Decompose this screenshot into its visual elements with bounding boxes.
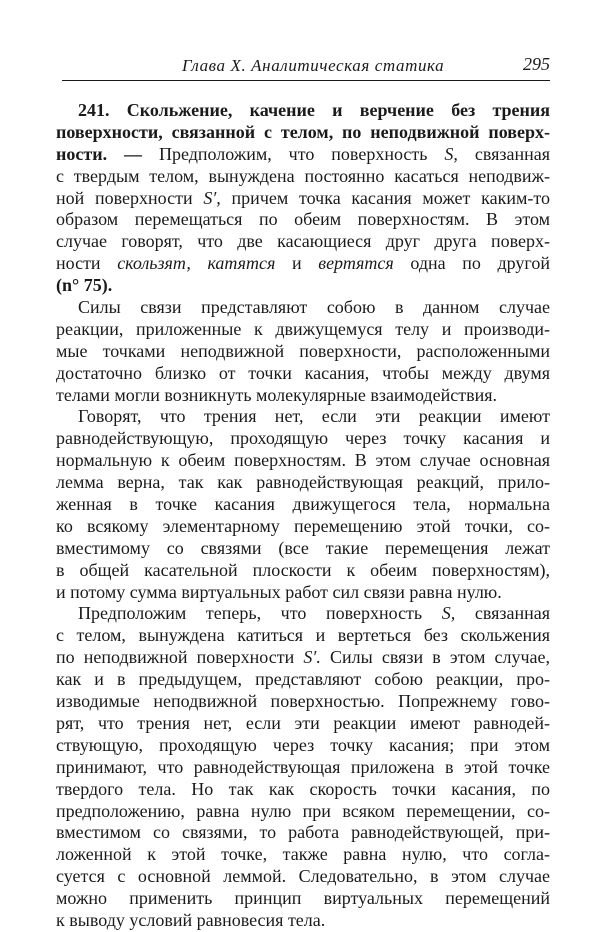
- text-line: [56, 100, 550, 122]
- text-segment: S,: [444, 143, 458, 164]
- text-segment: равнодействующую, проходящую через точку касания и: [56, 428, 550, 449]
- page-number: 295: [523, 54, 550, 74]
- text-segment: лемма верна, так как равнодействующая реакций, прило-: [56, 472, 550, 493]
- text-line: [56, 494, 550, 516]
- text-line: [56, 450, 550, 472]
- body-text: [56, 100, 550, 932]
- text-segment: в общей касательной плоскости к обеим поверхностям),: [56, 559, 550, 580]
- text-segment: причем точка касания может каким-то: [220, 187, 550, 208]
- text-segment: ной поверхности: [56, 187, 204, 208]
- text-segment: как и в предыдущем, представляют собою реакции, про-: [56, 669, 550, 690]
- text-segment: ствующую, проходящую через точку касания; при этом: [56, 734, 550, 755]
- text-line: [56, 341, 550, 363]
- text-line: [56, 144, 550, 166]
- text-segment: женная в точке касания движущегося тела, нормальна: [56, 494, 550, 515]
- text-line: [56, 844, 550, 866]
- text-segment: ко всякому элементарному перемещению этой точки, со-: [56, 515, 550, 536]
- text-line: [56, 866, 550, 888]
- text-segment: мые точками неподвижной поверхности, расположенными: [56, 340, 550, 361]
- text-line: [56, 538, 550, 560]
- text-segment: телами могли возникнуть молекулярные взаимодействия.: [56, 384, 497, 405]
- text-line: [56, 188, 550, 210]
- text-segment: Силы связи в этом случае,: [320, 647, 550, 668]
- text-line: [56, 166, 550, 188]
- text-line: [56, 385, 550, 407]
- text-segment: по неподвижной поверхности: [56, 647, 304, 668]
- text-line: [56, 516, 550, 538]
- text-segment: связанная: [455, 603, 550, 624]
- text-segment: с телом, вынуждена катиться и вертеться без скольжения: [56, 625, 550, 646]
- running-header: [62, 50, 550, 81]
- text-segment: к выводу условий равновесия тела.: [56, 909, 326, 930]
- text-line: [56, 275, 550, 297]
- text-line: [56, 669, 550, 691]
- text-segment: связанная: [457, 143, 551, 164]
- text-segment: одна по другой: [393, 253, 550, 274]
- text-line: [56, 713, 550, 735]
- text-segment: вместимом со связями, то работа равнодействующей, при-: [56, 822, 550, 843]
- text-line: [56, 406, 550, 428]
- text-segment: S′.: [303, 647, 321, 668]
- text-line: [56, 822, 550, 844]
- text-segment: поверхности, связанной с телом, по неподвижной поверх-: [56, 121, 550, 142]
- text-segment: вместимому со связями (все такие перемещения лежат: [56, 537, 550, 558]
- text-segment: изводимые неподвижной поверхностью. Попрежнему гово-: [56, 691, 550, 712]
- text-line: [56, 363, 550, 385]
- text-segment: и: [275, 253, 319, 274]
- text-segment: 241. Скольжение, качение и верчение без трения: [78, 100, 550, 120]
- text-segment: рят, что трения нет, если эти реакции имеют равнодей-: [56, 712, 550, 733]
- text-line: [56, 319, 550, 341]
- text-segment: твердого тела. Но так как скорость точки касания, по: [56, 778, 550, 799]
- text-line: [56, 625, 550, 647]
- text-segment: Предположим, что поверхность: [158, 143, 445, 164]
- text-segment: (n° 75).: [56, 275, 113, 296]
- text-line: [56, 647, 550, 669]
- text-segment: реакции, приложенные к движущемуся телу и производи-: [56, 318, 550, 339]
- text-segment: ложенной к этой точке, также равна нулю, что согла-: [56, 844, 550, 865]
- text-segment: с твердым телом, вынуждена постоянно касаться неподвиж-: [56, 165, 550, 186]
- text-line: [56, 560, 550, 582]
- text-line: [56, 888, 550, 910]
- text-segment: достаточно близко от точки касания, чтобы между двумя: [56, 362, 550, 383]
- text-line: [56, 582, 550, 604]
- text-segment: и потому сумма виртуальных работ сил связи равна нулю.: [56, 581, 502, 602]
- text-segment: скользят, катятся: [117, 253, 276, 274]
- text-line: [56, 735, 550, 757]
- text-line: [56, 428, 550, 450]
- running-title: Глава X. Аналитическая статика: [182, 56, 445, 75]
- text-segment: Говорят, что трения нет, если эти реакции имеют: [78, 406, 550, 427]
- text-line: [56, 122, 550, 144]
- text-line: [56, 757, 550, 779]
- text-line: [56, 231, 550, 253]
- text-line: [56, 209, 550, 231]
- text-segment: предположению, равна нулю при всяком перемещении, со-: [56, 800, 550, 821]
- text-segment: суется с основной леммой. Следовательно, в этом случае: [56, 866, 550, 887]
- text-line: [56, 910, 550, 932]
- text-line: [56, 472, 550, 494]
- text-line: [56, 691, 550, 713]
- text-segment: ности: [56, 253, 118, 274]
- text-segment: S,: [441, 603, 456, 624]
- text-line: [56, 603, 550, 625]
- text-segment: принимают, что равнодействующая приложена в этой точке: [56, 756, 550, 777]
- text-line: [56, 297, 550, 319]
- text-line: [56, 253, 550, 275]
- text-segment: образом перемещаться по обеим поверхностям. В этом: [56, 209, 550, 230]
- text-segment: ности. —: [56, 143, 159, 164]
- text-segment: вертятся: [318, 253, 394, 274]
- text-line: [56, 801, 550, 823]
- text-segment: Силы связи представляют собою в данном случае: [78, 297, 550, 318]
- text-segment: Предположим теперь, что поверхность: [78, 603, 442, 624]
- text-line: [56, 779, 550, 801]
- text-segment: случае говорят, что две касающиеся друг друга поверх-: [56, 231, 550, 252]
- text-segment: можно применить принцип виртуальных перемещений: [56, 888, 550, 909]
- text-segment: S′,: [203, 187, 221, 208]
- text-segment: нормальную к обеим поверхностям. В этом случае основная: [56, 450, 550, 471]
